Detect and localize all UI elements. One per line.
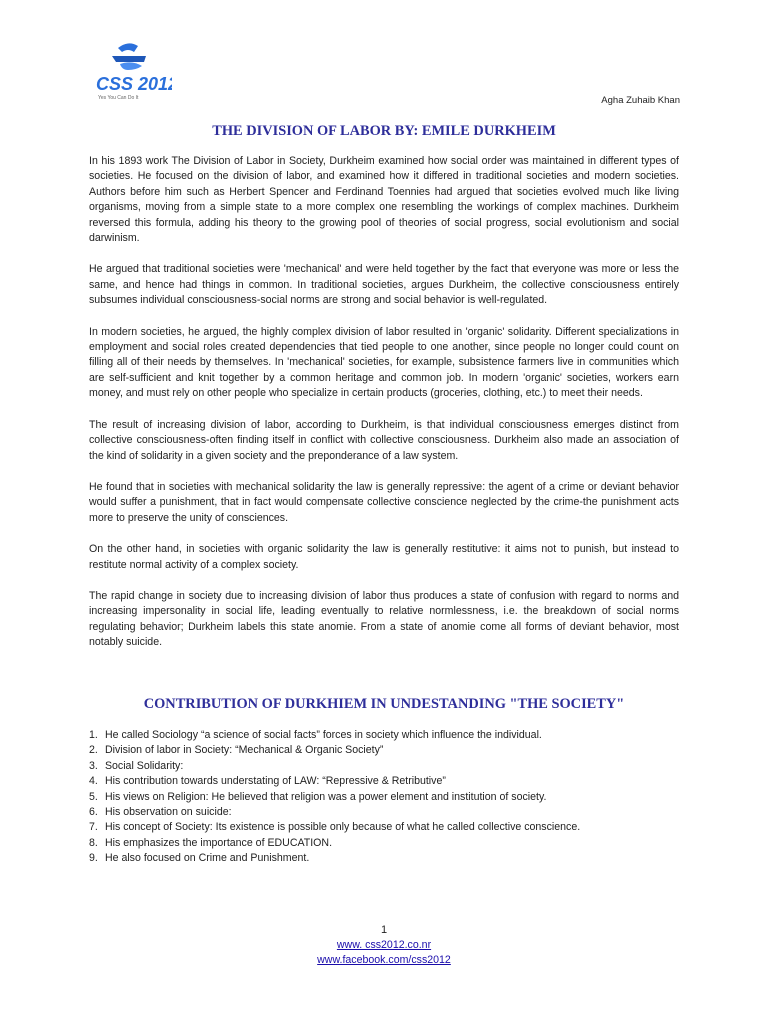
list-text: Division of labor in Society: “Mechanical & Organic Society” [104,744,384,757]
list-number: 9. [89,852,98,865]
list-item [89,820,679,835]
css2012-logo [88,40,172,104]
list-number: 1. [89,729,98,741]
list-number: 4. [89,775,98,788]
section-title: CONTRIBUTION OF DURKHIEM IN UNDESTANDING "THE SOCIETY" [143,696,625,712]
document-title: THE DIVISION OF LABOR BY: EMILE DURKHEIM [212,123,556,139]
logo-text: CSS 2012 [96,74,172,94]
list-text: His contribution towards understating of LAW: “Repressive & Retributive” [104,775,446,788]
list-number: 6. [89,806,98,819]
facebook-link[interactable]: www.facebook.com/css2012 [317,954,451,966]
list-item [89,728,679,743]
list-item [89,805,679,820]
paragraph-7: The rapid change in society due to increasing division of labor thus produces a state of confusion with regard to norms and increasing impersonality in social life, leading eventually to relative normlessness, i.e. the breakdown of social norms regulating behavior; Durkheim labels this state anomie. From a state of anomie come all forms of deviant behavior, most notably suicide. [89,589,679,649]
list-text: His emphasizes the importance of EDUCATION. [104,836,333,849]
list-number: 5. [89,790,98,803]
body-paragraphs [89,154,679,667]
page-number: 1 [380,924,388,936]
contribution-list [89,728,679,867]
paragraph-2: He argued that traditional societies were 'mechanical' and were held together by the fact that everyone was more or less the same, and hence had things in common. In traditional societies, argues Durkheim, the collective consciousness entirely subsumes individual consciousness-social norms are strong and social behavior is well-regulated. [89,263,679,307]
list-text: His views on Religion: He believed that religion was a power element and institution of society. [104,790,547,803]
paragraph-5: He found that in societies with mechanical solidarity the law is generally repressive: the agent of a crime or deviant behavior would suffer a punishment, that in fact would compensate collective conscience neglected by the crime-the punishment acts more to preserve the unity of consciences. [89,480,679,524]
paragraph-4: The result of increasing division of labor, according to Durkheim, is that individual consciousness emerges distinct from collective consciousness-often finding itself in conflict with collective consciousness. Durkheim also made an association of the kind of solidarity in a given society and the preponderance of a law system. [89,418,679,462]
logo-tagline: Yes You Can Do It [98,95,139,101]
list-item [89,836,679,851]
list-text: He also focused on Crime and Punishment. [104,852,310,865]
page-footer [0,923,768,968]
list-number: 2. [89,744,98,757]
list-text: His concept of Society: Its existence is possible only because of what he called collective conscience. [104,821,581,834]
paragraph-1: In his 1893 work The Division of Labor in Society, Durkheim examined how social order was maintained in different types of societies. He focused on the division of labor, and examined how it differed in traditional societies and modern societies. Authors before him such as Herbert Spencer and Ferdinand Toennies had argued that societies evolved much like living organisms, moving from a simple state to a more complex one resembling the workings of complex machines. Durkheim reversed this formula, adding his theory to the growing pool of theories of social progress, social evolutionism and social darwinism. [89,155,679,245]
paragraph-6: On the other hand, in societies with organic solidarity the law is generally restitutive: it aims not to punish, but instead to restitute normal activity of a complex society. [89,543,679,571]
list-text: His observation on suicide: [104,806,232,819]
list-item [89,743,679,758]
list-item [89,790,679,805]
logo-graphic [88,40,172,104]
list-number: 8. [89,836,98,849]
paragraph-3: In modern societies, he argued, the highly complex division of labor resulted in 'organic' solidarity. Different specializations in employment and social roles created dependencies that tied people to one another, since people no longer could count on filling all of their needs by themselves. In 'mechanical' societies, for example, subsistence farmers live in communities which are self-sufficient and knit together by a common heritage and common job. In modern 'organic' societies, workers earn money, and must rely on other people who specialize in certain products (groceries, clothing, etc.) to meet their needs. [89,325,679,400]
list-number: 3. [89,759,98,772]
list-text: He called Sociology “a science of social facts” forces in society which influence the individual. [104,729,542,741]
list-number: 7. [89,821,98,834]
website-link[interactable]: www. css2012.co.nr [336,939,432,951]
list-item [89,774,679,789]
author-name: Agha Zuhaib Khan [601,95,680,106]
list-item [89,759,679,774]
list-item [89,851,679,866]
list-text: Social Solidarity: [104,759,184,772]
